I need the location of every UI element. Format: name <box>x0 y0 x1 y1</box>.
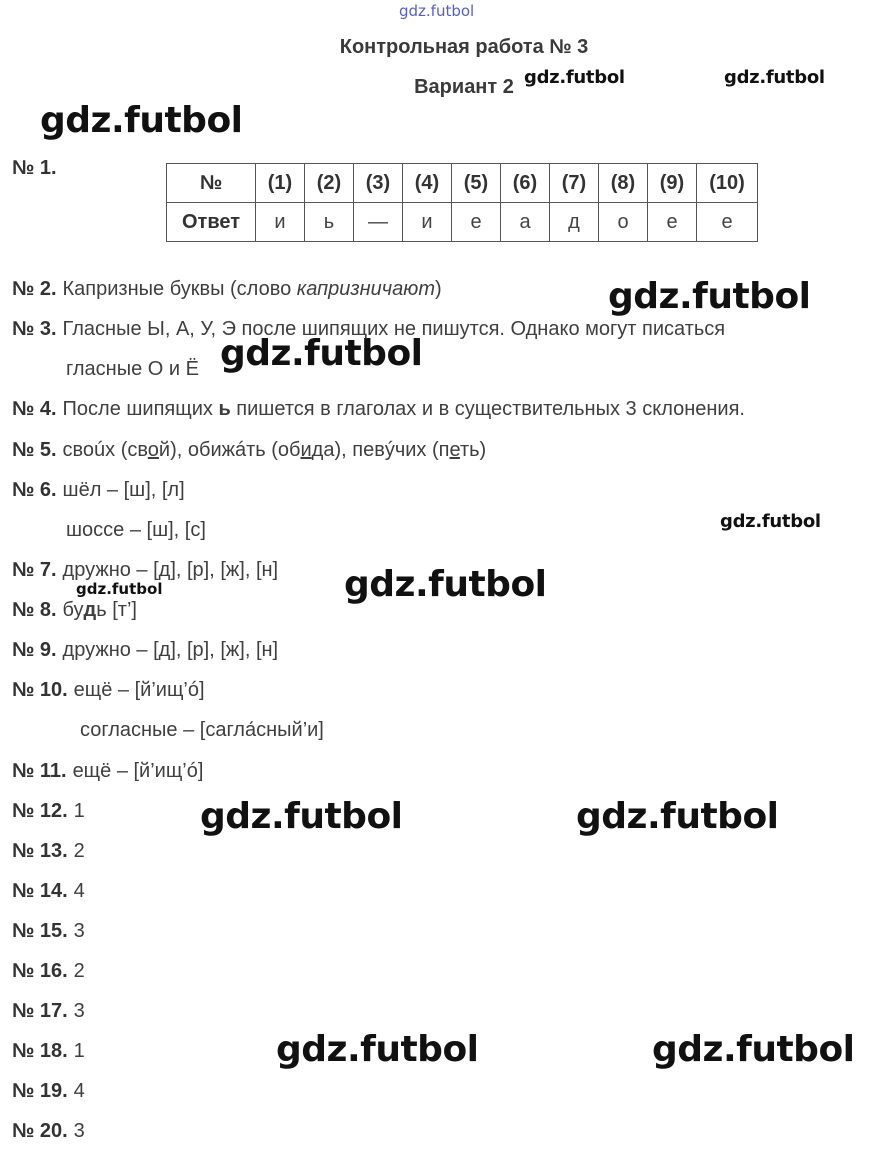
task-number: № 5. <box>12 439 57 461</box>
answer-cell: д <box>550 203 599 242</box>
answers-table <box>166 163 758 242</box>
task-text: й), обижáть (об <box>158 439 301 461</box>
answers-header-row <box>167 164 758 203</box>
answer-cell: е <box>648 203 697 242</box>
task-number: № 11. <box>12 760 67 782</box>
task-15 <box>12 920 85 943</box>
watermark: gdz.futbol <box>200 796 403 837</box>
task-number: № 1. <box>12 157 57 179</box>
task-19 <box>12 1080 85 1103</box>
task-number: № 3. <box>12 318 57 340</box>
task-8 <box>12 599 137 622</box>
task-number: № 12. <box>12 800 68 822</box>
watermark: gdz.futbol <box>220 333 423 374</box>
task-10-continued: согласные – [сагла́сный’и] <box>80 719 324 741</box>
task-5 <box>12 439 486 462</box>
answers-col-header: (10) <box>697 164 758 203</box>
task-text: ещё – [й’ищ’ó] <box>72 760 204 782</box>
task-number: № 6. <box>12 479 57 501</box>
watermark: gdz.futbol <box>276 1029 479 1070</box>
answers-col-header: (9) <box>648 164 697 203</box>
task-text: пишется в глаголах и в существительных 3 склонения. <box>230 398 745 420</box>
watermark: gdz.futbol <box>724 67 825 88</box>
answers-col-header: (3) <box>354 164 403 203</box>
task-text: своúх (св <box>62 439 148 461</box>
task-text: дружно – [д], [р], [ж], [н] <box>62 559 279 581</box>
answers-col-header: (8) <box>599 164 648 203</box>
task-answer: 3 <box>73 1120 85 1142</box>
task-text-bold: ь <box>218 398 231 420</box>
task-14 <box>12 880 85 903</box>
underlined-letter: е <box>449 439 460 461</box>
task-number: № 8. <box>12 599 57 621</box>
watermark: gdz.futbol <box>720 511 821 532</box>
task-answer: 4 <box>73 880 85 902</box>
task-number: № 19. <box>12 1080 68 1102</box>
task-7 <box>12 559 278 582</box>
task-18 <box>12 1040 85 1063</box>
task-text: Капризные буквы (слово <box>62 278 297 300</box>
answer-cell: е <box>697 203 758 242</box>
task-number: № 15. <box>12 920 68 942</box>
task-text: ) <box>434 278 442 300</box>
task-13 <box>12 840 85 863</box>
answers-col-header: (6) <box>501 164 550 203</box>
watermark: gdz.futbol <box>76 580 163 598</box>
answers-row <box>167 203 758 242</box>
task-17 <box>12 1000 85 1023</box>
task-number: № 20. <box>12 1120 68 1142</box>
answers-col-header: (1) <box>256 164 305 203</box>
task-text: ть) <box>459 439 487 461</box>
answer-cell: а <box>501 203 550 242</box>
task-text-bold: д <box>83 599 97 621</box>
watermark: gdz.futbol <box>40 100 243 141</box>
task-1-label <box>12 157 63 180</box>
answer-cell: и <box>256 203 305 242</box>
task-text: шёл – [ш], [л] <box>62 479 185 501</box>
task-number: № 2. <box>12 278 57 300</box>
task-10 <box>12 679 205 702</box>
task-text: да), певýчих (п <box>311 439 450 461</box>
answers-col-header: (5) <box>452 164 501 203</box>
watermark-top: gdz.futbol <box>399 2 475 20</box>
answers-col-header: (4) <box>403 164 452 203</box>
answers-col-header: (2) <box>305 164 354 203</box>
answer-cell: е <box>452 203 501 242</box>
task-6 <box>12 479 185 502</box>
underlined-letter: о <box>147 439 159 461</box>
task-answer: 1 <box>73 800 85 822</box>
task-number: № 4. <box>12 398 57 420</box>
task-number: № 13. <box>12 840 68 862</box>
task-answer: 3 <box>73 920 85 942</box>
task-number: № 17. <box>12 1000 68 1022</box>
watermark: gdz.futbol <box>608 276 811 317</box>
task-text: бу <box>62 599 84 621</box>
watermark: gdz.futbol <box>524 67 625 88</box>
watermark: gdz.futbol <box>344 564 547 605</box>
answer-cell: о <box>599 203 648 242</box>
task-text: ещё – [й’ищ’ó] <box>73 679 205 701</box>
task-16 <box>12 960 85 983</box>
task-answer: 4 <box>73 1080 85 1102</box>
task-3 <box>12 318 725 341</box>
task-answer: 1 <box>73 1040 85 1062</box>
task-number: № 18. <box>12 1040 68 1062</box>
task-6-continued: шоссе – [ш], [с] <box>66 519 206 541</box>
underlined-letter: и <box>300 439 312 461</box>
task-4 <box>12 398 745 421</box>
watermark: gdz.futbol <box>576 796 779 837</box>
task-11 <box>12 760 203 783</box>
task-answer: 2 <box>73 840 85 862</box>
task-9 <box>12 639 278 662</box>
answers-row-label: Ответ <box>167 203 256 242</box>
answers-header-label: № <box>167 164 256 203</box>
task-answer: 2 <box>73 960 85 982</box>
task-12 <box>12 800 85 823</box>
answer-cell: ь <box>305 203 354 242</box>
answers-col-header: (7) <box>550 164 599 203</box>
task-number: № 9. <box>12 639 57 661</box>
task-text: дружно – [д], [р], [ж], [н] <box>62 639 279 661</box>
task-text-italic: капризничают <box>296 278 435 300</box>
answer-cell: и <box>403 203 452 242</box>
task-answer: 3 <box>73 1000 85 1022</box>
task-2 <box>12 278 442 301</box>
task-number: № 16. <box>12 960 68 982</box>
task-number: № 7. <box>12 559 57 581</box>
page-title: Контрольная работа № 3 <box>339 36 589 58</box>
answer-cell: — <box>354 203 403 242</box>
task-20 <box>12 1120 85 1143</box>
task-text: После шипящих <box>62 398 219 420</box>
watermark: gdz.futbol <box>652 1029 855 1070</box>
task-text: ь [т’] <box>96 599 137 621</box>
task-3-continued: гласные О и Ё <box>66 358 199 380</box>
task-number: № 10. <box>12 679 68 701</box>
task-number: № 14. <box>12 880 68 902</box>
task-text: Гласные Ы, А, У, Э после шипящих не пишутся. Однако могут писаться <box>62 318 726 340</box>
variant-title: Вариант 2 <box>414 76 514 98</box>
